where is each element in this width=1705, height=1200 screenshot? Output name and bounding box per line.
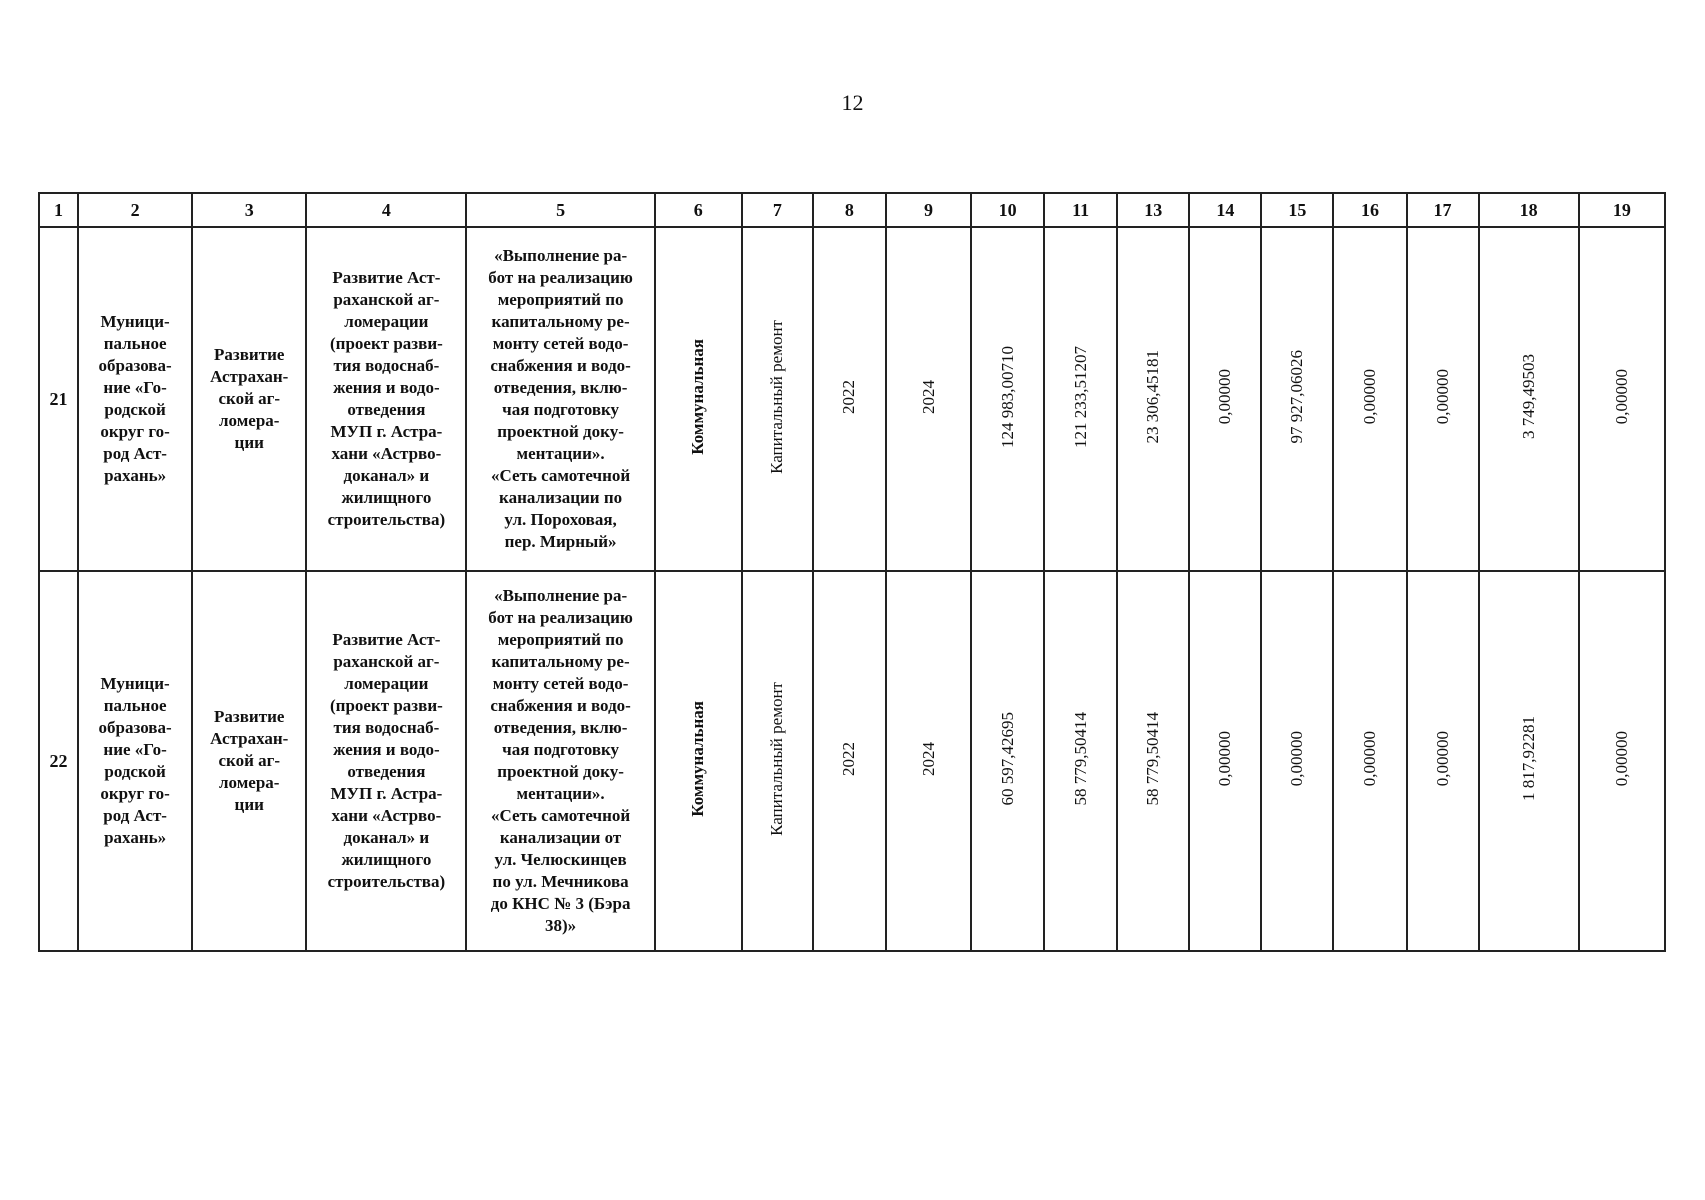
header-cell: 9	[886, 193, 971, 227]
value-text: 58 779,50414	[1070, 711, 1090, 806]
value-text: 3 749,49503	[1518, 354, 1538, 439]
header-cell: 18	[1479, 193, 1579, 227]
value-text: 60 597,42695	[997, 711, 1017, 806]
start-year-text: 2022	[839, 741, 859, 776]
value-cell-17	[1407, 571, 1479, 951]
header-cell: 3	[192, 193, 306, 227]
value-cell-11	[1044, 571, 1117, 951]
value-text: 1 817,92281	[1518, 716, 1538, 801]
value-text: 23 306,45181	[1143, 349, 1163, 444]
municipality-cell: Муници- пальное образова- ние «Го- родской округ го- род Аст- рахань»	[78, 571, 192, 951]
sphere-text: Коммунальная	[688, 338, 708, 455]
value-text: 0,00000	[1432, 368, 1452, 425]
value-cell-18	[1479, 571, 1579, 951]
header-cell: 6	[655, 193, 742, 227]
value-text: 0,00000	[1359, 368, 1379, 425]
sphere-cell	[655, 571, 742, 951]
header-cell: 16	[1333, 193, 1406, 227]
end-year-text: 2024	[918, 741, 938, 776]
start-year-cell	[813, 571, 886, 951]
value-text: 0,00000	[1287, 730, 1307, 787]
data-table	[38, 192, 1666, 952]
value-cell-19	[1579, 227, 1665, 571]
end-year-cell	[886, 227, 971, 571]
header-cell: 17	[1407, 193, 1479, 227]
end-year-cell	[886, 571, 971, 951]
value-cell-10	[971, 227, 1044, 571]
start-year-cell	[813, 227, 886, 571]
value-cell-10	[971, 571, 1044, 951]
header-cell: 4	[306, 193, 466, 227]
page-number: 12	[841, 90, 864, 115]
header-cell: 13	[1117, 193, 1189, 227]
table-row	[39, 227, 1665, 571]
value-text: 58 779,50414	[1143, 711, 1163, 806]
value-cell-15	[1261, 227, 1333, 571]
start-year-text: 2022	[839, 379, 859, 414]
value-text: 121 233,51207	[1070, 345, 1090, 448]
event-cell: «Выполнение ра- бот на реализацию мероприятий по капитальному ре- монту сетей водо- снабжения и водо- отведения, вклю- чая подготовку проектной доку- ментации». «Сеть самотечной канализации от ул. Челюскинцев по ул. Мечникова до КНС № 3 (Бэра 38)»	[466, 571, 654, 951]
value-text: 0,00000	[1432, 730, 1452, 787]
value-text: 0,00000	[1359, 730, 1379, 787]
row-number: 21	[39, 227, 78, 571]
program-cell: Развитие Астрахан- ской аг- ломера- ции	[192, 227, 306, 571]
work-type-cell	[742, 571, 813, 951]
header-cell: 7	[742, 193, 813, 227]
program-cell: Развитие Астрахан- ской аг- ломера- ции	[192, 571, 306, 951]
value-cell-14	[1189, 571, 1261, 951]
work-type-cell	[742, 227, 813, 571]
header-cell: 15	[1261, 193, 1333, 227]
work-type-text: Капитальный ремонт	[767, 319, 787, 474]
header-cell: 5	[466, 193, 654, 227]
value-cell-18	[1479, 227, 1579, 571]
project-cell: Развитие Аст- раханской аг- ломерации (проект разви- тия водоснаб- жения и водо- отведения МУП г. Астра- хани «Астрво- доканал» и жилищного строительства)	[306, 227, 466, 571]
value-text: 0,00000	[1215, 730, 1235, 787]
value-cell-19	[1579, 571, 1665, 951]
header-cell: 1	[39, 193, 78, 227]
header-cell: 10	[971, 193, 1044, 227]
project-cell: Развитие Аст- раханской аг- ломерации (проект разви- тия водоснаб- жения и водо- отведения МУП г. Астра- хани «Астрво- доканал» и жилищного строительства)	[306, 571, 466, 951]
sphere-text: Коммунальная	[688, 700, 708, 817]
value-cell-13	[1117, 571, 1189, 951]
value-cell-16	[1333, 227, 1406, 571]
header-row	[39, 193, 1665, 227]
header-cell: 11	[1044, 193, 1117, 227]
value-cell-16	[1333, 571, 1406, 951]
value-text: 0,00000	[1611, 368, 1631, 425]
sphere-cell	[655, 227, 742, 571]
header-cell: 14	[1189, 193, 1261, 227]
value-cell-11	[1044, 227, 1117, 571]
work-type-text: Капитальный ремонт	[767, 681, 787, 836]
end-year-text: 2024	[918, 379, 938, 414]
value-cell-14	[1189, 227, 1261, 571]
event-cell: «Выполнение ра- бот на реализацию мероприятий по капитальному ре- монту сетей водо- снабжения и водо- отведения, вклю- чая подготовку проектной доку- ментации». «Сеть самотечной канализации по ул. Пороховая, пер. Мирный»	[466, 227, 654, 571]
municipality-cell: Муници- пальное образова- ние «Го- родской округ го- род Аст- рахань»	[78, 227, 192, 571]
value-text: 0,00000	[1215, 368, 1235, 425]
value-cell-15	[1261, 571, 1333, 951]
value-text: 0,00000	[1611, 730, 1631, 787]
value-cell-13	[1117, 227, 1189, 571]
row-number: 22	[39, 571, 78, 951]
header-cell: 19	[1579, 193, 1665, 227]
value-text: 97 927,06026	[1287, 349, 1307, 444]
header-cell: 8	[813, 193, 886, 227]
table-row	[39, 571, 1665, 951]
header-cell: 2	[78, 193, 192, 227]
value-text: 124 983,00710	[997, 345, 1017, 448]
value-cell-17	[1407, 227, 1479, 571]
